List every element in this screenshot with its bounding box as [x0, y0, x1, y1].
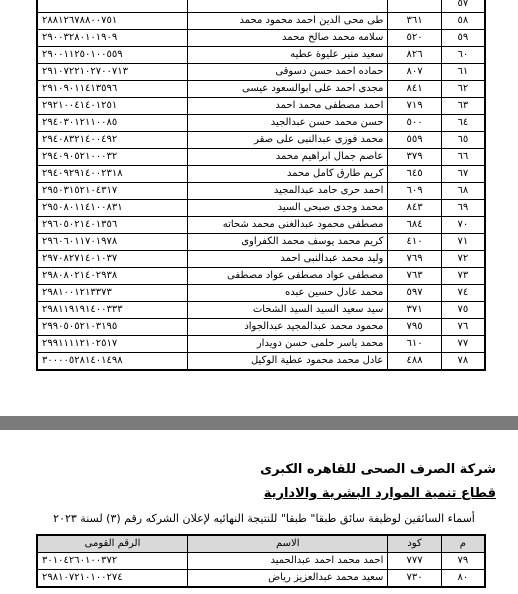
table-body — [37, 553, 485, 588]
employee-code: ٨٠٧ — [388, 64, 441, 81]
national-id: ٢٩٥٠٣١٥٢١٠٤٣١٧ — [37, 183, 188, 200]
employee-code: ٨٤٣ — [388, 200, 441, 217]
table-row — [37, 285, 485, 302]
employee-code: ٥٥٩ — [388, 132, 441, 149]
drivers-table — [36, 534, 486, 588]
national-id: ٢٩٦٠٥٠٢١٤٠١٣٥٦ — [37, 217, 188, 234]
employee-code: ٣٦١ — [388, 13, 441, 30]
employee-code: ٧٧٧ — [388, 553, 441, 570]
table-row — [37, 30, 485, 47]
row-number: ٧٦ — [441, 319, 485, 336]
employee-name — [188, 0, 388, 13]
employee-code: ٨٤١ — [388, 81, 441, 98]
table-row — [37, 132, 485, 149]
national-id: ٢٩٢١٠٠٤١٤٠١٢٥١ — [37, 98, 188, 115]
national-id: ٢٩٨١٠٧٢١٠١٠٠٢٧٤ — [37, 570, 188, 588]
row-number: ٦٣ — [441, 98, 485, 115]
header-name: الاسم — [188, 535, 388, 553]
national-id: ٢٩٨١٠٠١٢١٣٣٧٣ — [37, 285, 188, 302]
table-row — [37, 98, 485, 115]
national-id: ٢٩٠٠٣٢٨٠١٠١٩٠٩ — [37, 30, 188, 47]
employee-code: ٦٠٩ — [388, 183, 441, 200]
drivers-table-continued — [36, 0, 486, 371]
employee-code: ٣٧١ — [388, 302, 441, 319]
national-id: ٢٩٩٠٥٠٥٢١٠٣١٩٥ — [37, 319, 188, 336]
employee-code: ٥٩٧ — [388, 285, 441, 302]
row-number: ٦١ — [441, 64, 485, 81]
row-number: ٧٤ — [441, 285, 485, 302]
table-body — [37, 0, 485, 370]
employee-name: مصطفى محمود عبدالغنى محمد شحاته — [188, 217, 388, 234]
table-row — [37, 251, 485, 268]
row-number: ٦٦ — [441, 149, 485, 166]
table-row — [37, 200, 485, 217]
employee-name: وليد محمد عبدالنبى احمد — [188, 251, 388, 268]
row-number: ٥٩ — [441, 30, 485, 47]
employee-name: حسن محمد حسن عبدالجيد — [188, 115, 388, 132]
table-row — [37, 319, 485, 336]
table-row — [37, 302, 485, 319]
employee-name: عاصم جمال ابراهيم محمد — [188, 149, 388, 166]
document-page-2 — [0, 430, 518, 594]
employee-code: ٧٦٩ — [388, 251, 441, 268]
table-row — [37, 353, 485, 371]
table-row — [37, 570, 485, 588]
employee-name: عادل محمد محمود عطية الوكيل — [188, 353, 388, 371]
table-row — [37, 149, 485, 166]
employee-name: حماده احمد حسن دسوقى — [188, 64, 388, 81]
employee-name: سلامه محمد صالح محمد — [188, 30, 388, 47]
row-number: ٧٩ — [441, 553, 485, 570]
employee-code: ٦٨٤ — [388, 217, 441, 234]
row-number: ٧٨ — [441, 353, 485, 371]
employee-code: ٧٣٠ — [388, 570, 441, 588]
national-id: ٢٩١٠٧٢٢١٠٢٧٠٠٧١٣ — [37, 64, 188, 81]
employee-name: مجدى احمد على ابوالسعود عيسى — [188, 81, 388, 98]
national-id — [37, 0, 188, 13]
employee-name: سيد سعيد السيد السيد الشحات — [188, 302, 388, 319]
national-id: ٣٠١٠٤٢٦٠١٠٠٣٧٢ — [37, 553, 188, 570]
national-id: ٢٨٨١٢٦٧٨٨٠٠٧٥١ — [37, 13, 188, 30]
national-id: ٢٩٤٠٩٢٩١٤٠٠٢٣١٨ — [37, 166, 188, 183]
employee-code: ٦٤٥ — [388, 166, 441, 183]
employee-name: كريم محمد يوسف محمد الكفراوى — [188, 234, 388, 251]
table-row — [37, 234, 485, 251]
header-row — [37, 535, 485, 553]
employee-code: ٤١٠ — [388, 234, 441, 251]
table-row — [37, 553, 485, 570]
row-number: ٦٤ — [441, 115, 485, 132]
row-number: ٥٧ — [441, 0, 485, 13]
employee-code — [388, 0, 441, 13]
national-id: ٢٩٤٠٩٠٥٢١٠٠٠٣٢ — [37, 149, 188, 166]
employee-name: محمد وجدى صبحى السيد — [188, 200, 388, 217]
employee-name: محمد فوزى عبدالنبى على صقر — [188, 132, 388, 149]
employee-name: سعيد محمد عبدالعزيز رياض — [188, 570, 388, 588]
row-number: ٧٢ — [441, 251, 485, 268]
national-id: ٢٩٠٠١١٢٥٠١٠٠٥٥٩ — [37, 47, 188, 64]
table-row — [37, 47, 485, 64]
national-id: ٢٩٤٠٨٣٢١٤٠٠٤٩٢ — [37, 132, 188, 149]
employee-name: محمد ياسر حلمى حسن دويدار — [188, 336, 388, 353]
row-number: ٧٧ — [441, 336, 485, 353]
employee-name: كريم طارق كامل محمد — [188, 166, 388, 183]
announcement-title: أسماء السائقين لوظيفة سائق طبقا" طبقا" للنتيجة النهائيه لإعلان الشركه رقم (٣) لسنة ٢٠٢٣ — [53, 512, 475, 525]
table-row — [37, 166, 485, 183]
table-row — [37, 115, 485, 132]
national-id: ٢٩٦٠٦٠١١٧٠١٩٧٨ — [37, 234, 188, 251]
table-row — [37, 217, 485, 234]
national-id: ٣٠٠٠٠٥٢٨١٤٠١٤٩٨ — [37, 353, 188, 371]
national-id: ٢٩٩١١١١٢١٠٢٥١٧ — [37, 336, 188, 353]
table-row — [37, 0, 485, 13]
table-row — [37, 268, 485, 285]
national-id: ٢٩٨٠٨٠٢١٤٠٢٩٣٨ — [37, 268, 188, 285]
employee-name: مصطفى عواد مصطفى عواد مصطفى — [188, 268, 388, 285]
table-row — [37, 183, 485, 200]
national-id: ٢٩١٠٩٠١١٤١٣٥٩٦ — [37, 81, 188, 98]
row-number: ٧٣ — [441, 268, 485, 285]
header-national-id: الرقم القومى — [37, 535, 188, 553]
employee-name: احمد حرى حامد عبدالمجيد — [188, 183, 388, 200]
employee-code: ٥٠٠ — [388, 115, 441, 132]
row-number: ٨٠ — [441, 570, 485, 588]
national-id: ٢٩٤٠٣٠١٢١١٠٠٨٥ — [37, 115, 188, 132]
company-name: شركة الصرف الصحى للقاهره الكبرى — [260, 462, 496, 477]
header-number: م — [441, 535, 485, 553]
table-row — [37, 13, 485, 30]
employee-code: ٤٨٨ — [388, 353, 441, 371]
table-header — [37, 535, 485, 553]
page-separator — [0, 416, 518, 430]
sector-title: قطاع تنمية الموارد البشرية والادارية — [263, 486, 496, 501]
employee-name: احمد مصطفى محمد احمد — [188, 98, 388, 115]
national-id: ٢٩٧٠٨٢٧١٤٠١٠٣٧ — [37, 251, 188, 268]
employee-name: سعيد منير عليوة عطيه — [188, 47, 388, 64]
national-id: ٢٩٨١١٩١٩١٤٠٠٣٣٣ — [37, 302, 188, 319]
row-number: ٦٧ — [441, 166, 485, 183]
employee-name: محمد عادل حسين عبده — [188, 285, 388, 302]
employee-code: ٥٢٠ — [388, 30, 441, 47]
employee-code: ٦١٠ — [388, 336, 441, 353]
table-row — [37, 81, 485, 98]
employee-name: محمود محمد عبدالمجيد عبدالجواد — [188, 319, 388, 336]
national-id: ٢٩٥٠٨٠١١٤١٠٠٨٣١ — [37, 200, 188, 217]
employee-code: ٧٦٣ — [388, 268, 441, 285]
employee-code: ٧١٩ — [388, 98, 441, 115]
row-number: ٦٨ — [441, 183, 485, 200]
row-number: ٦٢ — [441, 81, 485, 98]
employee-name: طى محى الدين احمد محمود محمد — [188, 13, 388, 30]
row-number: ٦٠ — [441, 47, 485, 64]
row-number: ٧٥ — [441, 302, 485, 319]
table-row — [37, 64, 485, 81]
row-number: ٧١ — [441, 234, 485, 251]
employee-name: احمد محمد احمد عبدالحميد — [188, 553, 388, 570]
employee-code: ٨٢٦ — [388, 47, 441, 64]
row-number: ٦٩ — [441, 200, 485, 217]
row-number: ٦٥ — [441, 132, 485, 149]
row-number: ٥٨ — [441, 13, 485, 30]
header-code: كود — [388, 535, 441, 553]
employee-code: ٧٩٥ — [388, 319, 441, 336]
row-number: ٧٠ — [441, 217, 485, 234]
employee-code: ٣٧٩ — [388, 149, 441, 166]
table-row — [37, 336, 485, 353]
